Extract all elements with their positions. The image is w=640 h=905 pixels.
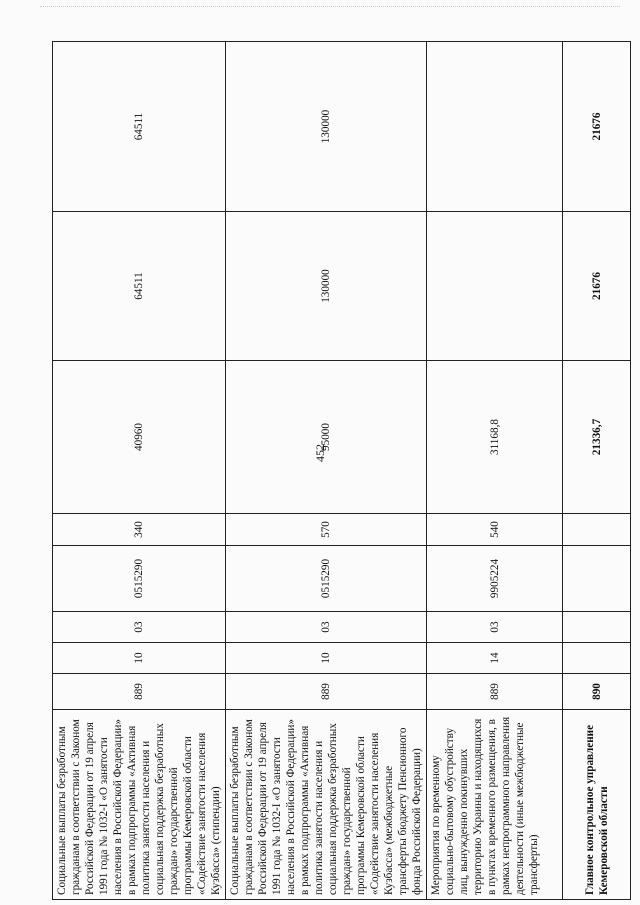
- row-description: Мероприятия по временному социально-бытовому обустройству лиц, вынужденно покинувших территорию Украины и находящихся в пунктах временного размещения, в рамках непрограммного направления деятельности (иные межбюджетные трансферты): [427, 710, 563, 900]
- expense-type-code: [563, 514, 631, 546]
- sum-2016: 64511: [53, 42, 226, 212]
- target-code: [563, 546, 631, 612]
- sum-2015: [427, 212, 563, 361]
- section-code: 10: [53, 643, 226, 674]
- section-code: [563, 643, 631, 674]
- row-description: Социальные выплаты безработным гражданам в соответствии с Законом Российской Федерации от 19 апреля 1991 года № 1032-I «О занятости населения в Российской Федерации» в рамках подпрограммы «Активная политика занятости населения и социальная поддержка безработных граждан» государственной программы Кемеровской области «Содействие занятости населения Кузбасса» (межбюджетные трансферты бюджету Пенсионного фонда Российской Федерации): [226, 710, 427, 900]
- sum-2015: 21676: [563, 212, 631, 361]
- target-code: 9905224: [427, 546, 563, 612]
- subsection-code: [563, 612, 631, 643]
- table-row: [53, 42, 226, 900]
- top-dotted-rule: [40, 6, 620, 7]
- rotated-table-wrapper: [52, 42, 614, 900]
- sum-2016: 21676: [563, 42, 631, 212]
- ministry-code: 889: [53, 674, 226, 710]
- row-description: Социальные выплаты безработным гражданам в соответствии с Законом Российской Федерации от 19 апреля 1991 года № 1032-I «О занятости населения в Российской Федерации» в рамках подпрограммы «Активная политика занятости населения и социальная поддержка безработных граждан» государственной программы Кемеровской области «Содействие занятости населения Кузбасса» (стипендии): [53, 710, 226, 900]
- sum-2014: 31168,8: [427, 361, 563, 514]
- expense-type-code: 340: [53, 514, 226, 546]
- subsection-code: 03: [53, 612, 226, 643]
- section-code: 10: [226, 643, 427, 674]
- target-code: 0515290: [226, 546, 427, 612]
- sum-2015: 64511: [53, 212, 226, 361]
- sum-2015: 130000: [226, 212, 427, 361]
- expense-type-code: 570: [226, 514, 427, 546]
- section-code: 14: [427, 643, 563, 674]
- sum-2016: 130000: [226, 42, 427, 212]
- page-number: 452: [313, 444, 327, 462]
- expense-type-code: 540: [427, 514, 563, 546]
- table-row-summary: [563, 42, 631, 900]
- sum-2014: 40960: [53, 361, 226, 514]
- table-row: [427, 42, 563, 900]
- row-description: Главное контрольное управление Кемеровской области: [563, 710, 631, 900]
- sum-2014: 21336,7: [563, 361, 631, 514]
- subsection-code: 03: [226, 612, 427, 643]
- subsection-code: 03: [427, 612, 563, 643]
- ministry-code: 889: [226, 674, 427, 710]
- table-row: [226, 42, 427, 900]
- ministry-code: 889: [427, 674, 563, 710]
- rotated-page-content: [52, 42, 640, 895]
- sum-2016: [427, 42, 563, 212]
- sum-2014: 95000: [226, 361, 427, 514]
- target-code: 0515290: [53, 546, 226, 612]
- ministry-code: 890: [563, 674, 631, 710]
- budget-table: [52, 41, 631, 900]
